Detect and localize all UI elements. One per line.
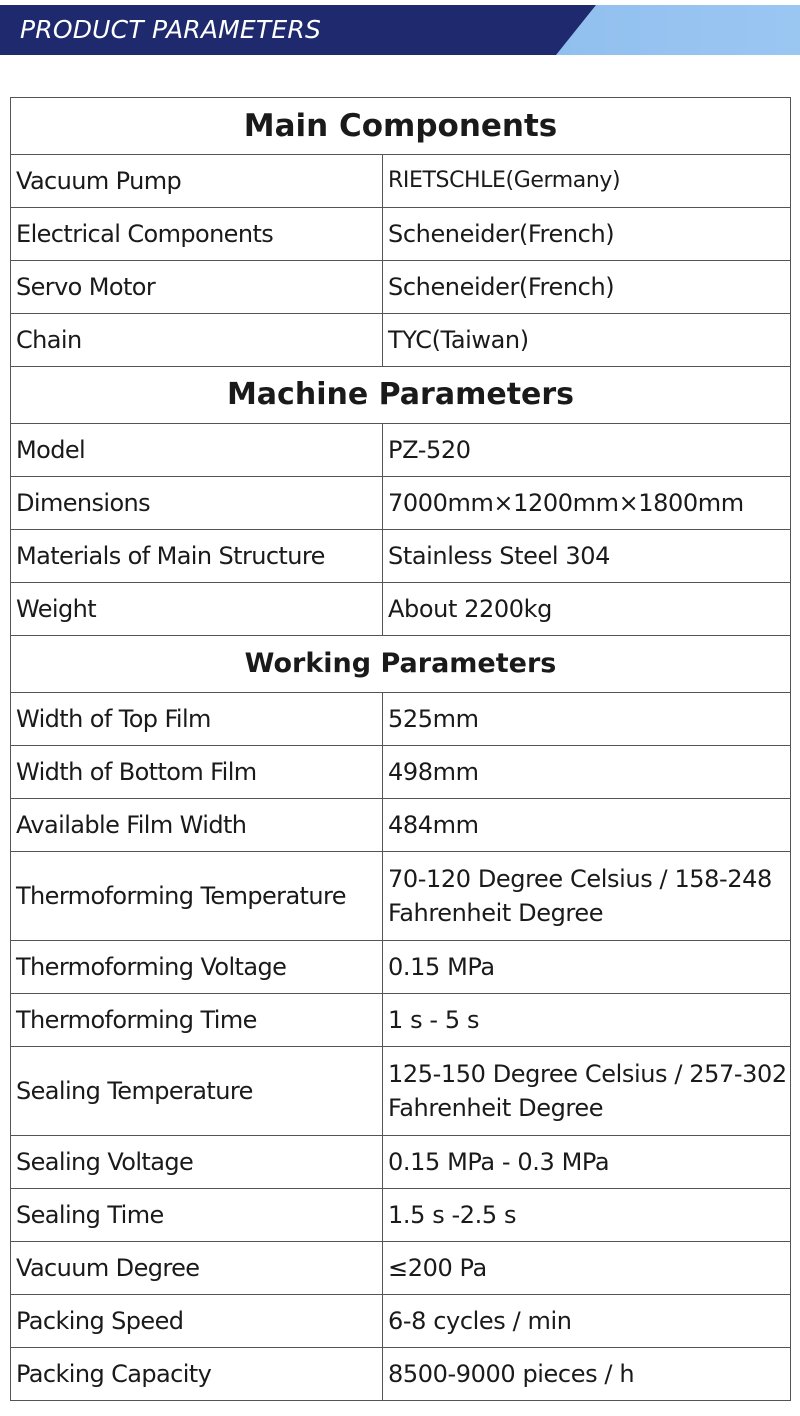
row-value: 125-150 Degree Celsius / 257-302 Fahrenheit Degree — [383, 1047, 791, 1136]
row-label: Materials of Main Structure — [11, 530, 383, 583]
row-label: Vacuum Pump — [11, 155, 383, 208]
table-row — [11, 1295, 791, 1348]
row-label: Vacuum Degree — [11, 1242, 383, 1295]
row-value: 70-120 Degree Celsius / 158-248 Fahrenheit Degree — [383, 852, 791, 941]
header-banner — [0, 5, 800, 55]
row-value: Scheneider(French) — [383, 261, 791, 314]
row-value: TYC(Taiwan) — [383, 314, 791, 367]
row-value: ≤200 Pa — [383, 1242, 791, 1295]
row-label: Width of Bottom Film — [11, 746, 383, 799]
section-title-main-components: Main Components — [11, 98, 791, 155]
table-row — [11, 799, 791, 852]
row-label: Weight — [11, 583, 383, 636]
row-label: Sealing Voltage — [11, 1136, 383, 1189]
table-row — [11, 1242, 791, 1295]
table-row — [11, 1136, 791, 1189]
section-header-row — [11, 367, 791, 424]
row-label: Sealing Temperature — [11, 1047, 383, 1136]
row-label: Chain — [11, 314, 383, 367]
row-label: Thermoforming Voltage — [11, 941, 383, 994]
section-title-machine-parameters: Machine Parameters — [11, 367, 791, 424]
row-label: Thermoforming Time — [11, 994, 383, 1047]
table-row — [11, 208, 791, 261]
section-title-working-parameters: Working Parameters — [11, 636, 791, 693]
table-row — [11, 314, 791, 367]
row-value: Scheneider(French) — [383, 208, 791, 261]
row-label: Sealing Time — [11, 1189, 383, 1242]
table-row — [11, 583, 791, 636]
table-row — [11, 994, 791, 1047]
row-label: Packing Capacity — [11, 1348, 383, 1401]
row-label: Packing Speed — [11, 1295, 383, 1348]
table-row — [11, 852, 791, 941]
table-row — [11, 1348, 791, 1401]
row-value: RIETSCHLE(Germany) — [383, 155, 791, 208]
page-title: PRODUCT PARAMETERS — [20, 15, 322, 44]
row-value: PZ-520 — [383, 424, 791, 477]
row-label: Electrical Components — [11, 208, 383, 261]
row-label: Servo Motor — [11, 261, 383, 314]
table-row — [11, 477, 791, 530]
table-row — [11, 424, 791, 477]
table-row — [11, 941, 791, 994]
table-row — [11, 746, 791, 799]
row-value: 0.15 MPa - 0.3 MPa — [383, 1136, 791, 1189]
table-row — [11, 261, 791, 314]
row-value: About 2200kg — [383, 583, 791, 636]
row-value: 498mm — [383, 746, 791, 799]
parameters-table — [10, 97, 791, 1401]
row-value: 7000mm×1200mm×1800mm — [383, 477, 791, 530]
row-value: 0.15 MPa — [383, 941, 791, 994]
table-row — [11, 1047, 791, 1136]
table-row — [11, 693, 791, 746]
table-row — [11, 530, 791, 583]
row-value: 6-8 cycles / min — [383, 1295, 791, 1348]
row-value: 8500-9000 pieces / h — [383, 1348, 791, 1401]
row-label: Thermoforming Temperature — [11, 852, 383, 941]
row-value: 1.5 s -2.5 s — [383, 1189, 791, 1242]
row-value: 525mm — [383, 693, 791, 746]
row-value: 484mm — [383, 799, 791, 852]
row-label: Model — [11, 424, 383, 477]
table-row — [11, 155, 791, 208]
section-header-row — [11, 636, 791, 693]
row-label: Width of Top Film — [11, 693, 383, 746]
table-row — [11, 1189, 791, 1242]
row-label: Available Film Width — [11, 799, 383, 852]
row-value: Stainless Steel 304 — [383, 530, 791, 583]
section-header-row — [11, 98, 791, 155]
row-value: 1 s - 5 s — [383, 994, 791, 1047]
row-label: Dimensions — [11, 477, 383, 530]
